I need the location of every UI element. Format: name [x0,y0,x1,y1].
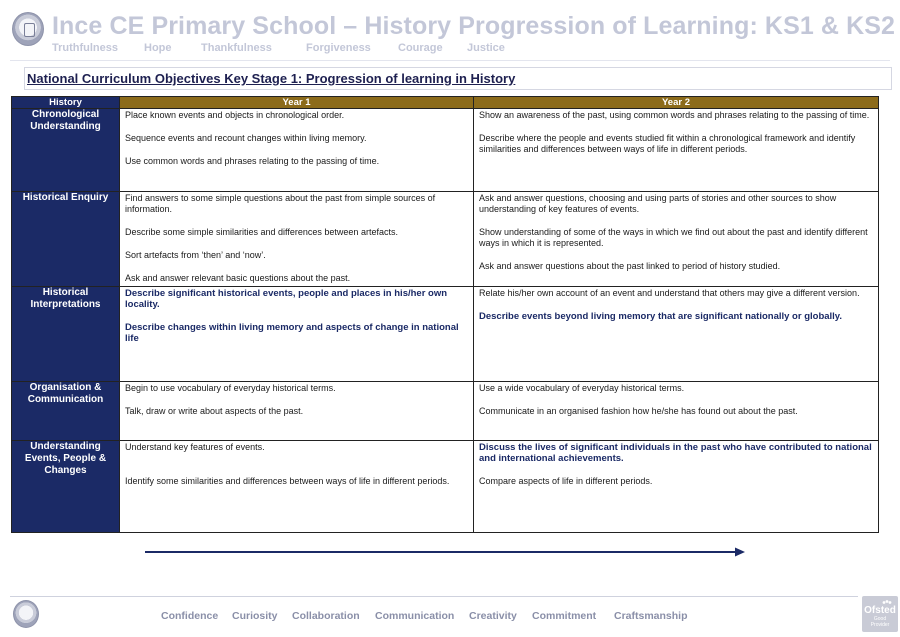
table-row [12,382,879,441]
objective-text: Ask and answer questions about the past linked to period of history studied. [479,261,781,271]
ofsted-provider: Provider [870,622,890,628]
objective-text: Understand key features of events. [125,442,265,452]
value-courage: Courage [398,42,443,54]
school-title: Ince CE Primary School – History Progression of Learning: KS1 & KS2 [52,12,896,40]
value-hope: Hope [144,42,172,54]
value-justice: Justice [467,42,505,54]
footer-value: Communication [375,610,455,622]
objective-text: Place known events and objects in chronological order. [125,110,345,120]
footer-value: Craftsmanship [614,610,688,622]
ofsted-badge [862,596,898,632]
year-2-cell [474,287,879,382]
ofsted-rating: Good [873,616,887,622]
footer-value: Curiosity [232,610,278,622]
ofsted-stars-icon [882,600,892,605]
objective-text: Identify some similarities and differences between ways of life in different periods. [125,476,450,486]
objective-text: Use common words and phrases relating to the passing of time. [125,156,380,166]
objective-text: Describe events beyond living memory that are significant nationally or globally. [479,311,843,322]
progression-arrow-icon [145,546,745,558]
objective-text: Sort artefacts from ‘then’ and ‘now’. [125,250,266,260]
objective-text: Discuss the lives of significant individuals in the past who have contributed to national and international achievements. [479,442,872,464]
row-label-chronological: Chronological Understanding [12,109,120,192]
objective-text: Relate his/her own account of an event and understand that others may give a different version. [479,288,860,298]
row-label-organisation: Organisation & Communication [12,382,120,441]
value-truthfulness: Truthfulness [52,42,119,54]
footer-value: Commitment [532,610,597,622]
objective-text: Communicate in an organised fashion how he/she has found out about the past. [479,406,798,416]
objective-text: Compare aspects of life in different periods. [479,476,653,486]
objective-text: Ask and answer questions, choosing and using parts of stories and other sources to show understanding of key features of events. [479,193,837,214]
objectives-table [11,96,879,533]
objective-text: Show understanding of some of the ways in which we find out about the past and identify different ways in which it is represented. [479,227,868,248]
objective-text: Describe significant historical events, people and places in his/her own locality. [125,288,448,310]
year-2-cell [474,109,879,192]
table-row [12,192,879,287]
school-crest-icon [12,12,44,46]
row-label-interpretations: Historical Interpretations [12,287,120,382]
year-1-cell [120,441,474,533]
footer-value: Confidence [161,610,219,622]
year-2-cell [474,441,879,533]
objective-text: Describe where the people and events studied fit within a chronological framework and identify similarities and differences between ways of life in different periods. [479,133,856,154]
objective-text: Sequence events and recount changes within living memory. [125,133,367,143]
ofsted-title: Ofsted [864,605,896,616]
footer-value: Creativity [469,610,517,622]
header-divider [10,60,890,61]
table-row [12,441,879,533]
year-2-cell [474,192,879,287]
footer-value: Collaboration [292,610,360,622]
header-year-1: Year 1 [120,97,474,109]
objective-text: Find answers to some simple questions about the past from simple sources of information. [125,193,436,214]
row-label-understanding: Understanding Events, People & Changes [12,441,120,533]
footer-divider [10,596,858,597]
footer-crest-icon [13,600,39,628]
table-row [12,109,879,192]
value-thankfulness: Thankfulness [201,42,272,54]
objective-text: Talk, draw or write about aspects of the past. [125,406,304,416]
page-header [0,0,900,60]
table-header-row [12,97,879,109]
objective-text: Use a wide vocabulary of everyday historical terms. [479,383,685,393]
row-label-enquiry: Historical Enquiry [12,192,120,287]
value-forgiveness: Forgiveness [306,42,371,54]
year-1-cell [120,192,474,287]
header-year-2: Year 2 [474,97,879,109]
objective-text: Begin to use vocabulary of everyday historical terms. [125,383,336,393]
objective-text: Describe some simple similarities and differences between artefacts. [125,227,398,237]
objective-text: Describe changes within living memory and aspects of change in national life [125,322,459,344]
section-title: National Curriculum Objectives Key Stage 1: Progression of learning in History [27,71,516,86]
year-1-cell [120,109,474,192]
year-2-cell [474,382,879,441]
header-history: History [12,97,120,109]
objective-text: Ask and answer relevant basic questions about the past. [125,273,351,283]
objective-text: Show an awareness of the past, using common words and phrases relating to the passing of time. [479,110,870,120]
year-1-cell [120,382,474,441]
year-1-cell [120,287,474,382]
table-row [12,287,879,382]
